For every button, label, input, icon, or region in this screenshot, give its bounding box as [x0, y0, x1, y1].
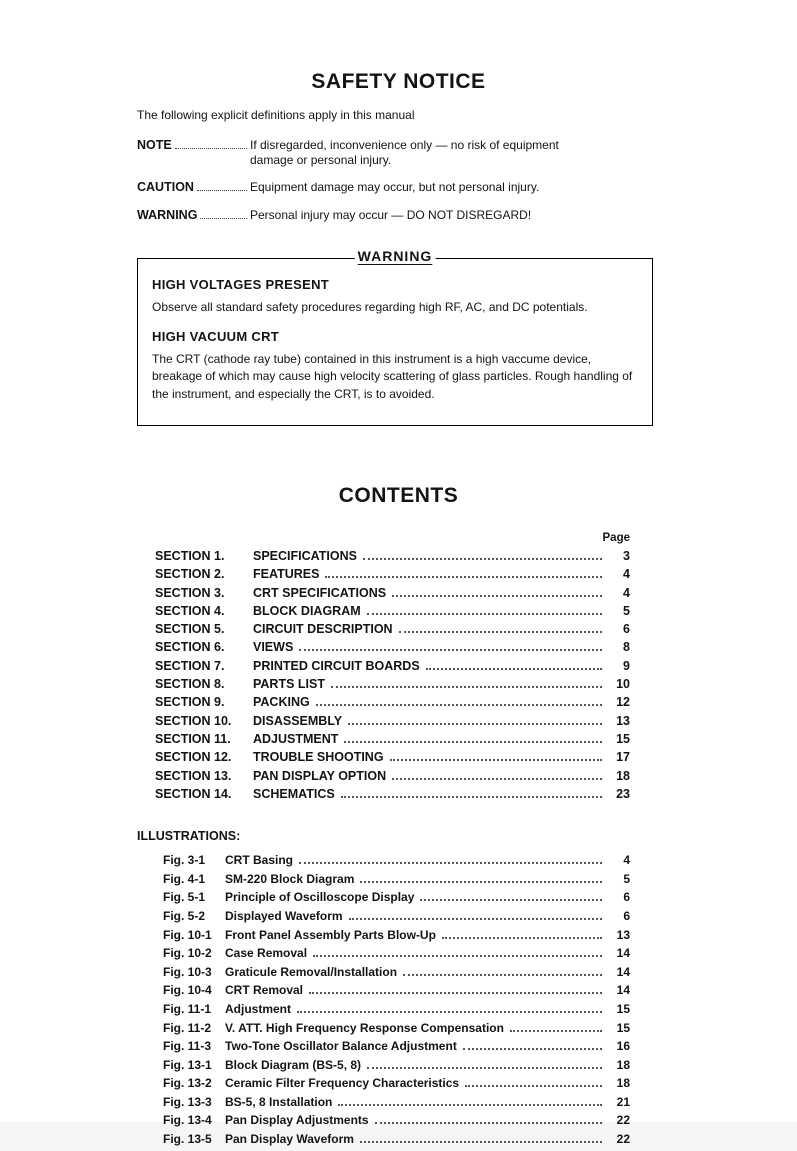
warning-box [137, 248, 653, 426]
figure-name: Graticule Removal/Installation [225, 964, 398, 979]
toc-section-name: SCHEMATICS [253, 786, 335, 801]
figure-page-number: 14 [616, 964, 630, 979]
leader-dots [341, 796, 602, 798]
definition-term-cell [137, 180, 250, 195]
toc-row [155, 567, 630, 585]
figure-label: Fig. 13-4 [163, 1113, 212, 1128]
toc-page-number: 3 [623, 549, 630, 563]
figure-page-number: 13 [616, 927, 630, 942]
figure-name: Case Removal [225, 946, 308, 961]
toc-section-name: DISASSEMBLY [253, 713, 343, 728]
figure-row [163, 872, 630, 891]
figure-page-number: 16 [616, 1039, 630, 1054]
contents-title: CONTENTS [338, 484, 459, 507]
warning-box-sections [152, 277, 638, 403]
leader-dots [426, 668, 602, 670]
toc-section-name: SPECIFICATIONS [253, 549, 357, 563]
toc-row [155, 787, 630, 805]
leader-dots [348, 723, 602, 725]
toc-row [155, 677, 630, 695]
toc-row [155, 714, 630, 732]
figure-label: Fig. 10-2 [163, 946, 212, 961]
figure-page-number: 22 [616, 1132, 630, 1147]
toc-row [155, 549, 630, 567]
definition-text: Personal injury may occur — DO NOT DISREGARD! [250, 207, 532, 222]
toc-row [155, 659, 630, 677]
figure-row [163, 1058, 630, 1077]
figure-page-number: 22 [616, 1113, 630, 1128]
figure-name: V. ATT. High Frequency Response Compensation [225, 1020, 504, 1035]
leader-dots [360, 1141, 602, 1143]
leader-dots [297, 1011, 602, 1013]
figure-name: BS-5, 8 Installation [225, 1094, 333, 1109]
toc-section-label: SECTION 2. [155, 567, 225, 582]
toc-row [155, 622, 630, 640]
figure-label: Fig. 11-1 [163, 1001, 212, 1016]
leader-dots [363, 558, 602, 560]
leader-dots [331, 686, 602, 688]
figure-page-number: 14 [616, 946, 630, 961]
toc-row [155, 640, 630, 658]
toc-row [155, 732, 630, 750]
toc-section-name: CRT SPECIFICATIONS [253, 585, 387, 600]
definition-term: NOTE [137, 138, 172, 152]
definition-text: If disregarded, inconvenience only — no risk of equipment damage or personal injury. [250, 138, 559, 167]
figure-label: Fig. 5-2 [163, 908, 206, 923]
toc-section-label: SECTION 8. [155, 677, 225, 692]
figure-label: Fig. 10-4 [163, 983, 212, 998]
leader-dots [403, 974, 602, 976]
figure-row [163, 1095, 630, 1114]
leader-dots [375, 1122, 602, 1124]
figure-row [163, 1002, 630, 1021]
toc-page-number: 15 [616, 731, 630, 746]
contents-list [155, 549, 630, 805]
figure-name: Two-Tone Oscillator Balance Adjustment [225, 1039, 457, 1054]
toc-section-label: SECTION 6. [155, 640, 225, 655]
toc-section-label: SECTION 4. [155, 603, 225, 618]
figure-label: Fig. 10-3 [163, 964, 212, 979]
figure-row [163, 946, 630, 965]
leader-dots [313, 955, 602, 957]
leader-dots [442, 937, 602, 939]
leader-dots [309, 992, 602, 994]
illustrations-list [163, 853, 630, 1151]
figure-name: SM-220 Block Diagram [225, 871, 355, 886]
leader-dots [360, 881, 602, 883]
leader-dots [197, 180, 247, 191]
toc-section-label: SECTION 9. [155, 695, 225, 710]
figure-row [163, 928, 630, 947]
toc-page-number: 18 [616, 768, 630, 783]
toc-row [155, 586, 630, 604]
figure-row [163, 1132, 630, 1151]
toc-section-label: SECTION 12. [155, 750, 232, 765]
toc-section-label: SECTION 10. [155, 713, 232, 728]
figure-label: Fig. 3-1 [163, 853, 206, 868]
figure-page-number: 5 [623, 871, 630, 886]
figure-page-number: 6 [623, 890, 630, 905]
figure-page-number: 18 [616, 1057, 630, 1072]
leader-dots [299, 649, 602, 651]
figure-name: Displayed Waveform [225, 908, 343, 923]
toc-page-number: 6 [623, 622, 630, 637]
figure-row [163, 890, 630, 909]
toc-row [155, 769, 630, 787]
definition-text: Equipment damage may occur, but not personal injury. [250, 180, 540, 194]
toc-section-name: CIRCUIT DESCRIPTION [253, 622, 393, 637]
toc-section-name: FEATURES [253, 567, 320, 582]
warning-section-heading: HIGH VOLTAGES PRESENT [152, 277, 330, 292]
figure-name: Principle of Oscilloscope Display [225, 890, 415, 905]
figure-label: Fig. 5-1 [163, 890, 206, 905]
illustrations-heading: ILLUSTRATIONS: [137, 829, 241, 844]
leader-dots [367, 613, 602, 615]
leader-dots [465, 1085, 602, 1087]
toc-page-number: 5 [623, 603, 630, 618]
warning-section [152, 277, 638, 317]
leader-dots [420, 899, 602, 901]
safety-notice-section [137, 70, 660, 426]
figure-row [163, 965, 630, 984]
safety-notice-title: SAFETY NOTICE [311, 70, 486, 93]
leader-dots [316, 704, 602, 706]
toc-page-number: 10 [616, 677, 630, 692]
figure-name: Ceramic Filter Frequency Characteristics [225, 1076, 460, 1091]
toc-row [155, 604, 630, 622]
definition-row [137, 138, 660, 167]
figure-label: Fig. 10-1 [163, 927, 212, 942]
safety-notice-intro: The following explicit definitions apply in this manual [137, 108, 415, 122]
toc-section-label: SECTION 1. [155, 549, 225, 563]
leader-dots [338, 1104, 602, 1106]
leader-dots [200, 208, 247, 219]
toc-section-name: PARTS LIST [253, 677, 325, 692]
warning-section-heading: HIGH VACUUM CRT [152, 328, 280, 344]
toc-section-name: VIEWS [253, 640, 294, 655]
figure-name: Pan Display Adjustments [225, 1113, 369, 1128]
leader-dots [349, 918, 602, 920]
definition-term-cell [137, 208, 250, 223]
warning-section-body: Observe all standard safety procedures regarding high RF, AC, and DC potentials. [152, 300, 588, 314]
toc-section-label: SECTION 13. [155, 768, 232, 783]
toc-section-label: SECTION 11. [155, 731, 231, 746]
toc-page-number: 8 [623, 640, 630, 655]
figure-row [163, 853, 630, 872]
figure-label: Fig. 13-2 [163, 1076, 212, 1091]
toc-page-number: 4 [623, 585, 630, 600]
toc-section-label: SECTION 5. [155, 622, 225, 637]
figure-page-number: 18 [616, 1076, 630, 1091]
page-column-label: Page [602, 532, 630, 544]
figure-row [163, 1113, 630, 1132]
figure-name: CRT Basing [225, 853, 294, 868]
figure-label: Fig. 13-3 [163, 1094, 212, 1109]
toc-page-number: 12 [616, 695, 630, 710]
leader-dots [392, 595, 602, 597]
leader-dots [399, 631, 602, 633]
figure-row [163, 1076, 630, 1095]
figure-label: Fig. 13-5 [163, 1132, 212, 1147]
figure-name: CRT Removal [225, 983, 304, 998]
figure-row [163, 1021, 630, 1040]
leader-dots [175, 138, 247, 149]
figure-row [163, 909, 630, 928]
figure-label: Fig. 13-1 [163, 1057, 212, 1072]
figure-page-number: 15 [616, 1001, 630, 1016]
figure-page-number: 6 [623, 908, 630, 923]
figure-name: Pan Display Waveform [225, 1132, 354, 1147]
leader-dots [392, 778, 602, 780]
figure-row [163, 1039, 630, 1058]
toc-row [155, 695, 630, 713]
warning-section [152, 329, 638, 404]
toc-section-name: TROUBLE SHOOTING [253, 750, 384, 765]
leader-dots [344, 741, 602, 743]
toc-page-number: 13 [616, 713, 630, 728]
toc-row [155, 750, 630, 768]
figure-page-number: 4 [623, 853, 630, 868]
figure-name: Block Diagram (BS-5, 8) [225, 1057, 362, 1072]
warning-box-title: WARNING [355, 248, 436, 264]
definition-row [137, 208, 660, 223]
leader-dots [390, 759, 602, 761]
leader-dots [299, 862, 602, 864]
definition-term-cell [137, 138, 250, 153]
page-content [137, 70, 660, 1151]
figure-name: Adjustment [225, 1001, 291, 1016]
figure-page-number: 21 [616, 1094, 630, 1109]
leader-dots [510, 1030, 602, 1032]
toc-section-label: SECTION 14. [155, 786, 232, 801]
toc-page-number: 17 [616, 750, 630, 765]
toc-section-label: SECTION 7. [155, 658, 225, 673]
figure-row [163, 983, 630, 1002]
figure-name: Front Panel Assembly Parts Blow-Up [225, 927, 436, 942]
figure-page-number: 14 [616, 983, 630, 998]
contents-section [137, 484, 660, 1151]
leader-dots [367, 1067, 602, 1069]
figure-label: Fig. 11-3 [163, 1039, 212, 1054]
definition-row [137, 180, 660, 195]
toc-page-number: 23 [616, 786, 630, 801]
toc-section-label: SECTION 3. [155, 585, 225, 600]
leader-dots [325, 576, 602, 578]
toc-section-name: PRINTED CIRCUIT BOARDS [253, 658, 420, 673]
definitions-list [137, 138, 660, 222]
toc-section-name: ADJUSTMENT [253, 731, 339, 746]
leader-dots [463, 1048, 602, 1050]
figure-label: Fig. 11-2 [163, 1020, 212, 1035]
definition-term: CAUTION [137, 180, 194, 194]
figure-page-number: 15 [616, 1020, 630, 1035]
toc-page-number: 4 [623, 567, 630, 582]
definition-term: WARNING [137, 207, 198, 222]
figure-label: Fig. 4-1 [163, 871, 206, 886]
warning-section-body: The CRT (cathode ray tube) contained in this instrument is a high vaccume device, breakage of which may cause high velocity scattering of glass particles. Rough handling of the instrument, and especially the CRT, is to avoided. [152, 351, 633, 401]
toc-section-name: PAN DISPLAY OPTION [253, 768, 387, 783]
toc-page-number: 9 [623, 658, 630, 673]
toc-section-name: PACKING [253, 695, 310, 710]
toc-section-name: BLOCK DIAGRAM [253, 603, 361, 618]
